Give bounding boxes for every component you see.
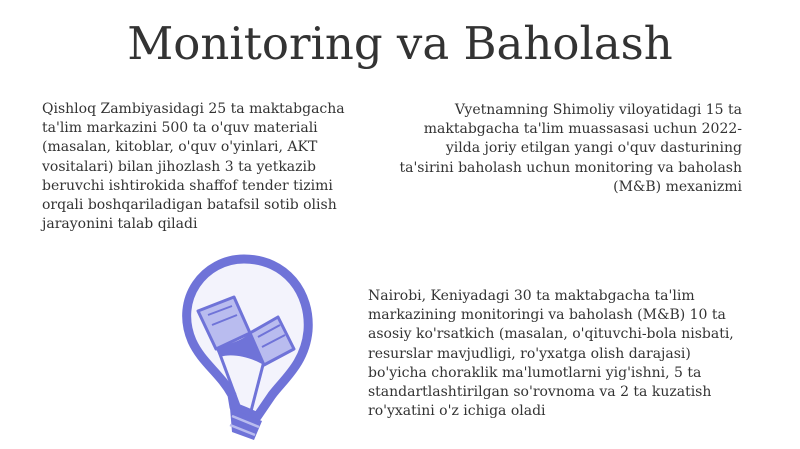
text-block-vietnam: Vyetnamning Shimoliy viloyatidagi 15 ta maktabgacha ta'lim muassasasi uchun 2022-yilda joriy etilgan yangi o'quv dasturining ta'sirini baholash uchun monitoring va baholash (M&B) mexanizmi bbox=[399, 102, 742, 195]
slide-title: Monitoring va Baholash bbox=[127, 17, 673, 70]
lightbulb-book-icon bbox=[146, 245, 316, 445]
text-block-kenya: Nairobi, Keniyadagi 30 ta maktabgacha ta'lim markazining monitoringi va baholash (M&B) 10 ta asosiy ko'rsatkich (masalan, o'qituvchi-bola nisbati, resurslar mavjudligi, ro'yxatga olish darajasi) bo'yicha choraklik ma'lumotlarni yig'ishni, 5 ta standartlashtirilgan so'rovnoma va 2 ta kuzatish ro'yxatini o'z ichiga oladi bbox=[368, 288, 734, 420]
text-block-zambia: Qishloq Zambiyasidagi 25 ta maktabgacha ta'lim markazini 500 ta o'quv materiali (masalan, kitoblar, o'quv o'yinlari, AKT vositalari) bilan jihozlash 3 ta yetkazib beruvchi ishtirokida shaffof tender tizimi orqali boshqariladigan batafsil sotib olish jarayonini talab qiladi bbox=[42, 101, 345, 233]
